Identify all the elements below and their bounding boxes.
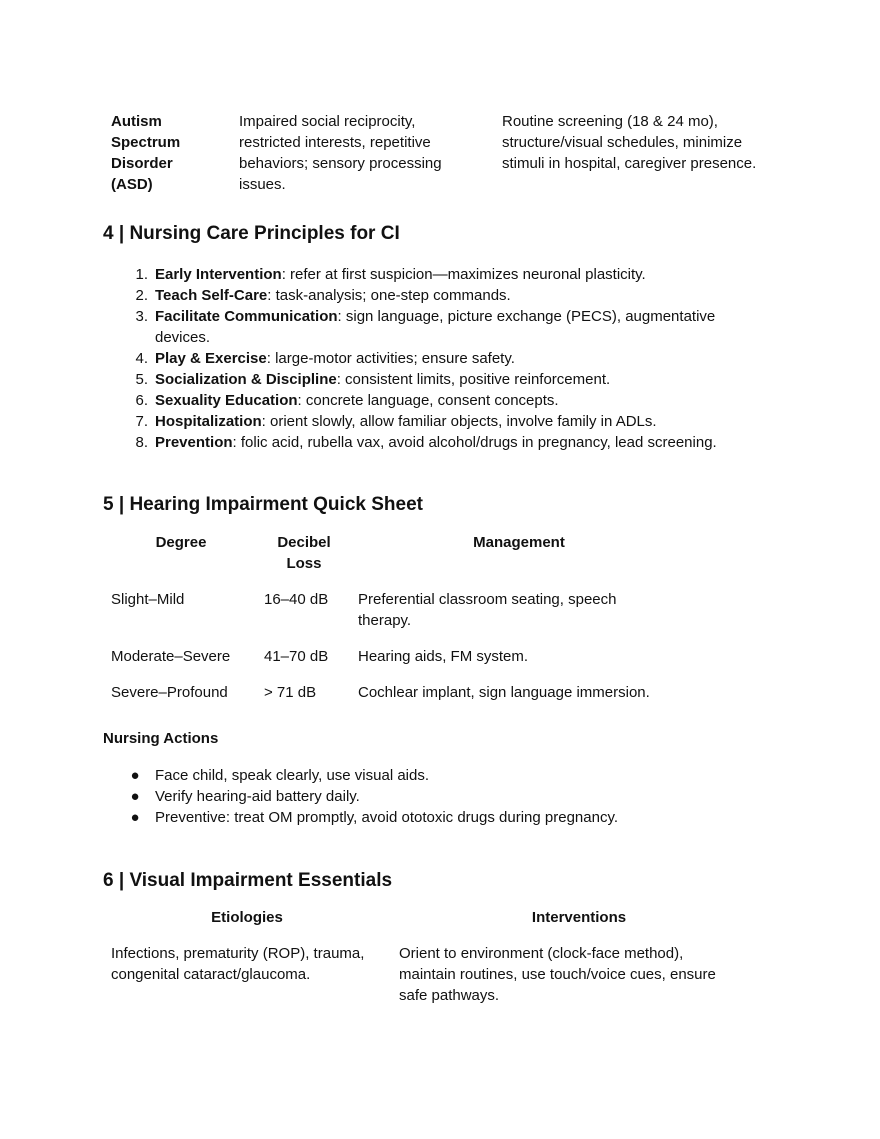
list-label: Early Intervention — [155, 266, 282, 283]
list-label: Socialization & Discipline — [155, 371, 337, 388]
bullet-icon: ● — [130, 767, 140, 784]
list-text: : consistent limits, positive reinforcement. — [336, 371, 611, 388]
list-number: 6. — [135, 392, 148, 409]
list-label: Play & Exercise — [155, 350, 267, 367]
list-number: 2. — [135, 287, 148, 304]
table-cell-decibel: > 71 dB — [264, 684, 317, 701]
bullet-icon: ● — [130, 809, 140, 826]
asd-condition: Autism Spectrum Disorder (ASD) — [111, 113, 181, 193]
header-decibel-loss: Decibel Loss — [277, 534, 331, 572]
section-6-heading: 6 | Visual Impairment Essentials — [103, 870, 393, 891]
header-degree: Degree — [155, 534, 207, 551]
bullet-icon: ● — [130, 788, 140, 805]
nursing-actions-heading: Nursing Actions — [103, 730, 219, 747]
section-5-heading: 5 | Hearing Impairment Quick Sheet — [103, 494, 423, 515]
table-cell-degree: Slight–Mild — [111, 591, 185, 608]
list-number: 4. — [135, 350, 148, 367]
list-text: : orient slowly, allow familiar objects, involve family in ADLs. — [261, 413, 657, 430]
section-4-heading: 4 | Nursing Care Principles for CI — [103, 223, 400, 244]
list-text: : sign language, picture exchange (PECS), augmentative devices. — [155, 308, 716, 346]
list-text: Verify hearing-aid battery daily. — [155, 788, 360, 805]
list-text: Face child, speak clearly, use visual aids. — [155, 767, 430, 784]
table-cell-degree: Moderate–Severe — [111, 648, 231, 665]
asd-care: Routine screening (18 & 24 mo), structure/visual schedules, minimize stimuli in hospital, caregiver presence. — [502, 113, 757, 172]
list-text: : folic acid, rubella vax, avoid alcohol/drugs in pregnancy, lead screening. — [232, 434, 717, 451]
header-management: Management — [473, 534, 565, 551]
table-cell-degree: Severe–Profound — [111, 684, 228, 701]
list-text: : concrete language, consent concepts. — [297, 392, 559, 409]
list-label: Facilitate Communication — [155, 308, 338, 325]
list-number: 3. — [135, 308, 148, 325]
list-label: Prevention — [155, 434, 233, 451]
list-label: Teach Self-Care — [155, 287, 268, 304]
list-number: 8. — [135, 434, 148, 451]
list-number: 5. — [135, 371, 148, 388]
asd-features: Impaired social reciprocity, restricted interests, repetitive behaviors; sensory processing issues. — [239, 113, 442, 193]
header-interventions: Interventions — [531, 909, 627, 926]
table-cell-interventions: Orient to environment (clock-face method), maintain routines, use touch/voice cues, ensure safe pathways. — [399, 945, 716, 1004]
table-cell-management: Preferential classroom seating, speech therapy. — [358, 591, 617, 629]
list-text: : refer at first suspicion—maximizes neuronal plasticity. — [281, 266, 646, 283]
list-number: 7. — [135, 413, 148, 430]
table-cell-etiologies: Infections, prematurity (ROP), trauma, congenital cataract/glaucoma. — [111, 945, 365, 983]
list-text: : task-analysis; one-step commands. — [267, 287, 511, 304]
table-cell-decibel: 41–70 dB — [264, 648, 329, 665]
list-label: Sexuality Education — [155, 392, 298, 409]
table-cell-decibel: 16–40 dB — [264, 591, 329, 608]
list-text: Preventive: treat OM promptly, avoid ototoxic drugs during pregnancy. — [155, 809, 619, 826]
list-text: : large-motor activities; ensure safety. — [266, 350, 515, 367]
header-etiologies: Etiologies — [211, 909, 283, 926]
list-number: 1. — [135, 266, 148, 283]
table-cell-management: Cochlear implant, sign language immersion. — [358, 684, 650, 701]
table-cell-management: Hearing aids, FM system. — [358, 648, 529, 665]
list-label: Hospitalization — [155, 413, 262, 430]
